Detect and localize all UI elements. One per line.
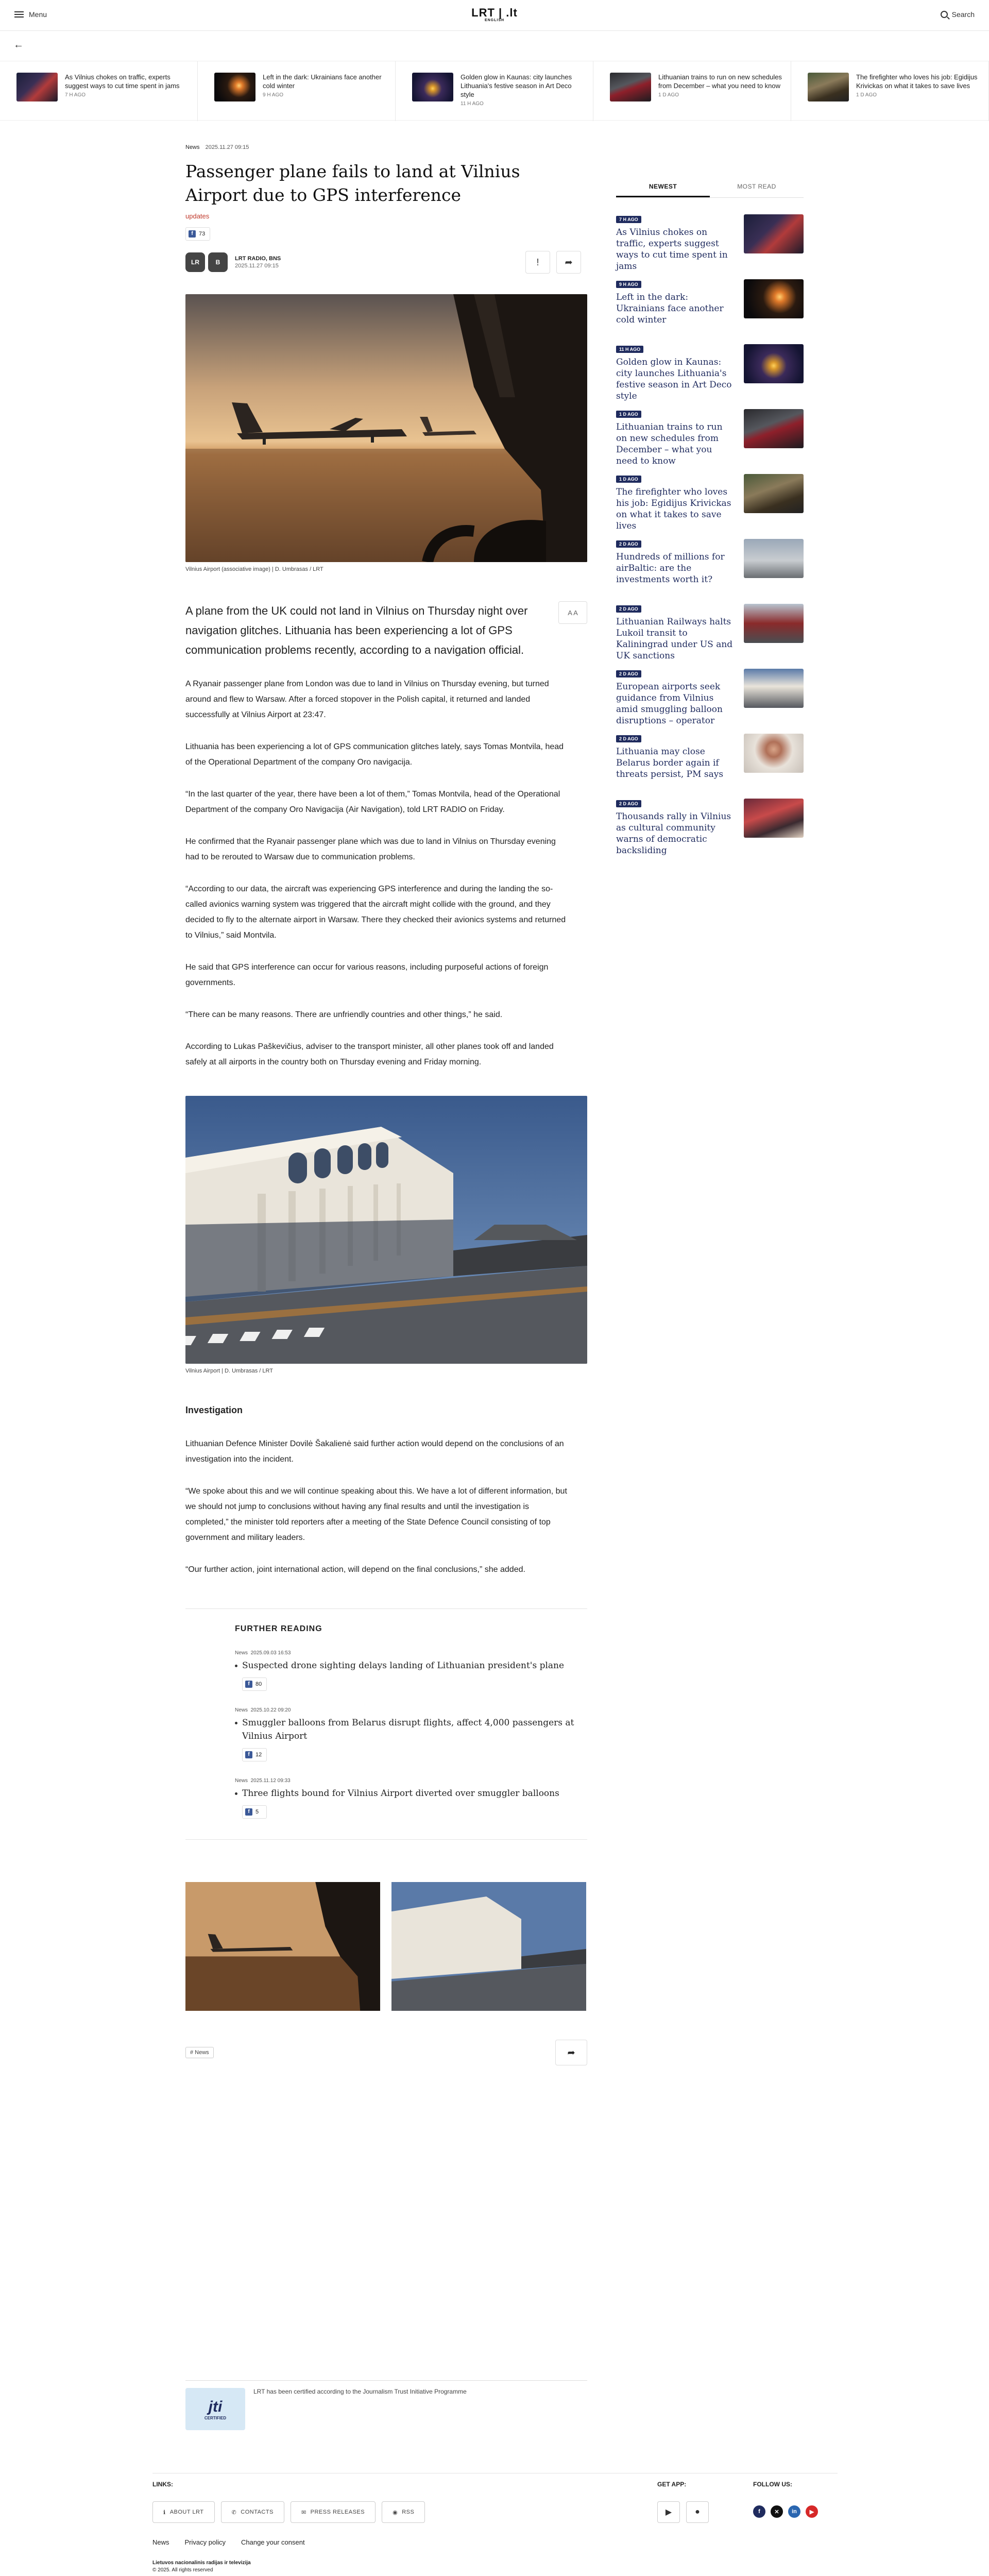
airport-image	[185, 1096, 587, 1364]
further-reading-item[interactable]	[235, 1778, 587, 1819]
privacy-policy-link[interactable]: Privacy policy	[184, 2538, 226, 2546]
sidebar-item-title[interactable]: As Vilnius chokes on traffic, experts suggest ways to cut time spent in jams	[616, 227, 728, 272]
hero-image	[185, 294, 587, 562]
author-date: 2025.11.27 09:15	[235, 263, 279, 269]
facebook-icon: f	[245, 1681, 252, 1688]
ticker-age: 11 H AGO	[461, 101, 484, 107]
fr-title[interactable]: Suspected drone sighting delays landing of Lithuanian president's plane	[235, 1659, 587, 1672]
rss-icon: ◉	[393, 2509, 398, 2516]
sidebar-item[interactable]	[616, 344, 804, 401]
google-play-button[interactable]	[657, 2501, 680, 2523]
sidebar-thumb	[744, 799, 804, 838]
jti-logo-text: jti	[208, 2398, 223, 2415]
news-link[interactable]: News	[152, 2538, 169, 2546]
author-avatar[interactable]: LR	[185, 252, 205, 272]
age-badge: 2 D AGO	[616, 735, 641, 742]
further-reading-item[interactable]	[235, 1650, 587, 1691]
age-badge: 1 D AGO	[616, 476, 641, 483]
get-app	[657, 2481, 709, 2523]
sidebar-item-title[interactable]: Thousands rally in Vilnius as cultural community warns of democratic backsliding	[616, 811, 731, 856]
article-title: Passenger plane fails to land at Vilnius Airport due to GPS interference	[185, 161, 520, 205]
sidebar-item[interactable]	[616, 799, 804, 856]
lead-text: A plane from the UK could not land in Vilnius on Thursday night over navigation glitches. Lithuania has been experiencing a lot of GPS communication problems recently, according to a navigation official.	[185, 604, 528, 656]
jti-text: LRT has been certified according to the Journalism Trust Initiative Programme	[253, 2388, 467, 2395]
fb-count: 73	[199, 231, 206, 237]
article	[185, 144, 587, 2065]
ticker-title: As Vilnius chokes on traffic, experts suggest ways to cut time spent in jams	[65, 73, 180, 90]
org-name: Lietuvos nacionalinis radijas ir televizija	[152, 2560, 251, 2566]
jti-certification	[185, 2380, 587, 2430]
follow-us	[753, 2481, 818, 2518]
paragraph: He confirmed that the Ryanair passenger plane which was due to land in Vilnius on Thursday evening had to be rerouted to Warsaw due to communication problems.	[185, 837, 556, 861]
jti-logo-sub: CERTIFIED	[204, 2415, 227, 2420]
sidebar-thumb	[744, 474, 804, 513]
article-lead	[185, 601, 587, 660]
sidebar-item[interactable]	[616, 669, 804, 726]
share-arrow-icon: ➦	[567, 2047, 575, 2058]
ticker-thumb-firefighter	[808, 73, 849, 101]
copyright-text: © 2025. All rights reserved	[152, 2567, 213, 2573]
info-icon: ℹ	[163, 2509, 166, 2516]
paragraph: He said that GPS interference can occur for various reasons, including purposeful actions of foreign governments.	[185, 963, 549, 987]
ticker-item[interactable]	[791, 61, 989, 121]
further-reading-item[interactable]	[235, 1707, 587, 1761]
sidebar-thumb	[744, 734, 804, 773]
ticker-age: 1 D AGO	[856, 92, 877, 98]
sidebar-item-title[interactable]: Left in the dark: Ukrainians face another cold winter	[616, 292, 724, 325]
further-reading	[185, 1608, 587, 1840]
facebook-share-count[interactable]: f 5	[242, 1805, 267, 1819]
ticker-age: 9 H AGO	[263, 92, 284, 98]
sidebar-thumb	[744, 669, 804, 708]
sidebar-item[interactable]	[616, 539, 804, 587]
facebook-share-count[interactable]: f 12	[242, 1748, 267, 1761]
sidebar-tabs	[616, 175, 804, 198]
x-twitter-icon[interactable]: ✕	[771, 2505, 783, 2518]
paragraph: Lithuania has been experiencing a lot of GPS communication glitches lately, says Tomas Montvila, head of the Operational Department of the company Oro navigacija.	[185, 742, 564, 767]
sidebar-thumb	[744, 279, 804, 318]
age-badge: 2 D AGO	[616, 605, 641, 613]
age-badge: 2 D AGO	[616, 670, 641, 677]
author-avatar[interactable]: B	[208, 252, 228, 272]
search-label: Search	[951, 10, 975, 19]
sidebar-thumb	[744, 344, 804, 383]
age-badge: 11 H AGO	[616, 346, 643, 353]
sidebar-item-title[interactable]: Hundreds of millions for airBaltic: are the investments worth it?	[616, 552, 725, 585]
jti-logo[interactable]	[185, 2388, 245, 2430]
phone-icon: ✆	[231, 2509, 237, 2516]
search-button[interactable]	[941, 10, 975, 19]
ticker-age: 1 D AGO	[658, 92, 679, 98]
image-caption: Vilnius Airport | D. Umbrasas / LRT	[185, 1368, 273, 1374]
ticker-item[interactable]	[0, 61, 198, 121]
search-icon	[941, 11, 948, 18]
age-badge: 9 H AGO	[616, 281, 641, 288]
news-tag[interactable]: # News	[185, 2047, 214, 2058]
menu-label: Menu	[29, 10, 47, 19]
site-footer	[152, 2473, 838, 2574]
exclamation-icon: !	[536, 257, 539, 267]
logo-text: LRT | .lt	[471, 6, 518, 19]
google-play-icon: ▶	[665, 2508, 672, 2517]
change-consent-link[interactable]: Change your consent	[241, 2538, 305, 2546]
get-app-label: GET APP:	[657, 2481, 687, 2488]
fr-meta: News 2025.10.22 09:20	[235, 1707, 291, 1713]
facebook-icon: f	[245, 1751, 252, 1758]
links-label: LINKS:	[152, 2481, 173, 2488]
sidebar-newest	[616, 175, 804, 856]
report-button[interactable]	[525, 251, 550, 274]
sidebar-item-title[interactable]: European airports seek guidance from Vilnius amid smuggling balloon disruptions – operator	[616, 682, 723, 726]
paragraph: “We spoke about this and we will continue speaking about this. We have a lot of different information, but we should not jump to conclusions without having any final results and until the investigation is completed,” the minister told reporters after a meeting of the State Defence Council consisting of top government and military leaders.	[185, 1487, 567, 1542]
paragraph: “There can be many reasons. There are unfriendly countries and other things,” he said.	[185, 1010, 503, 1019]
sidebar-item-title[interactable]: The firefighter who loves his job: Egidijus Krivickas on what it takes to save lives	[616, 487, 731, 531]
share-arrow-icon: ➦	[565, 257, 573, 267]
press-releases-link[interactable]: ✉ PRESS RELEASES	[291, 2501, 376, 2523]
paragraph: “In the last quarter of the year, there have been a lot of them,” Tomas Montvila, head of the Operational Department of the company Oro Navigacija (Air Navigation), told LRT RADIO on Friday.	[185, 790, 560, 814]
share-button[interactable]	[555, 2040, 587, 2065]
lrt-logo[interactable]	[466, 6, 523, 27]
ticker-title: Left in the dark: Ukrainians face another cold winter	[263, 73, 382, 90]
rss-link[interactable]: ◉ RSS	[382, 2501, 425, 2523]
sidebar-thumb	[744, 539, 804, 578]
menu-button[interactable]	[14, 10, 47, 19]
author-name: LRT RADIO, BNS	[235, 256, 281, 262]
back-arrow-icon[interactable]: ←	[13, 39, 24, 50]
gallery-thumb-airport[interactable]	[391, 1882, 586, 2011]
megaphone-icon: ✉	[301, 2509, 306, 2516]
apple-icon: ●	[695, 2507, 700, 2516]
airport-thumb-image	[391, 1882, 586, 2011]
paragraph: Lithuanian Defence Minister Dovilė Šakalienė said further action would depend on the conclusions of an investigation into the incident.	[185, 1439, 564, 1464]
sidebar-item[interactable]	[616, 279, 804, 328]
age-badge: 2 D AGO	[616, 800, 641, 807]
sidebar-item[interactable]	[616, 734, 804, 782]
paragraph: “Our further action, joint international action, will depend on the final conclusions,” she added.	[185, 1565, 525, 1574]
updates-label: updates	[185, 212, 210, 220]
vilnius-airport-building-image	[185, 1096, 587, 1364]
fr-meta: News 2025.11.12 09:33	[235, 1778, 291, 1784]
share-button[interactable]	[556, 251, 581, 274]
fr-meta: News 2025.09.03 16:53	[235, 1650, 291, 1656]
tab-newest[interactable]: NEWEST	[616, 175, 710, 197]
sidebar-item-title[interactable]: Lithuania may close Belarus border again if threats persist, PM says	[616, 747, 724, 779]
hamburger-icon	[14, 11, 24, 18]
article-footer	[185, 2040, 587, 2065]
contacts-link[interactable]: ✆ CONTACTS	[221, 2501, 284, 2523]
ticker-title: Golden glow in Kaunas: city launches Lithuania's festive season in Art Deco style	[461, 73, 572, 98]
ticker-thumb-dark	[214, 73, 255, 101]
author-block	[185, 251, 587, 274]
footer-links	[152, 2501, 838, 2523]
copyright	[152, 2560, 838, 2574]
paragraph: According to Lukas Paškevičius, adviser to the transport minister, all other planes took off and landed safely at all airports in the country both on Thursday evening and Friday morning.	[185, 1042, 554, 1066]
ticker-item[interactable]	[593, 61, 791, 121]
facebook-share-count[interactable]: f 80	[242, 1677, 267, 1691]
font-size-button[interactable]: A A	[558, 601, 587, 624]
linkedin-icon[interactable]: in	[788, 2505, 800, 2518]
facebook-icon[interactable]: f	[753, 2505, 765, 2518]
ticker-age: 7 H AGO	[65, 92, 86, 98]
article-date: 2025.11.27 09:15	[205, 144, 249, 150]
age-badge: 1 D AGO	[616, 411, 641, 418]
ticker-thumb-traffic	[16, 73, 58, 101]
ticker-thumb-train	[610, 73, 651, 101]
news-ticker	[0, 61, 989, 121]
image-caption: Vilnius Airport (associative image) | D. Umbrasas / LRT	[185, 566, 323, 572]
ticker-title: Lithuanian trains to run on new schedules from December – what you need to know	[658, 73, 782, 90]
sidebar-item[interactable]	[616, 604, 804, 661]
plane-at-sunset-image	[185, 294, 587, 562]
facebook-icon: f	[245, 1808, 252, 1816]
age-badge: 7 H AGO	[616, 216, 641, 223]
ticker-title: The firefighter who loves his job: Egidijus Krivickas on what it takes to save lives	[856, 73, 978, 90]
sidebar-item-title[interactable]: Lithuanian trains to run on new schedules from December – what you need to know	[616, 422, 723, 466]
facebook-icon: f	[189, 230, 196, 238]
footer-bottom-links	[152, 2538, 838, 2546]
ticker-item[interactable]	[198, 61, 396, 121]
tab-most-read[interactable]: MOST READ	[737, 183, 776, 190]
image-gallery	[185, 1882, 587, 2011]
article-section[interactable]: News	[185, 144, 200, 150]
fr-title[interactable]: Three flights bound for Vilnius Airport diverted over smuggler balloons	[235, 1787, 587, 1800]
author-info	[235, 255, 281, 269]
paragraph: “According to our data, the aircraft was experiencing GPS interference and during the landing the so-called avionics warning system was triggered that the aircraft might collide with the ground, and they decided to fly to the alternate airport in Warsaw. There they checked their avionics systems and returned to Vilnius,” said Montvila.	[185, 885, 566, 940]
ticker-thumb-kaunas	[412, 73, 453, 101]
sidebar-thumb	[744, 604, 804, 643]
app-store-button[interactable]	[686, 2501, 709, 2523]
sidebar-item-title[interactable]: Lithuanian Railways halts Lukoil transit to Kaliningrad under US and UK sanctions	[616, 617, 733, 661]
site-header	[0, 0, 989, 31]
youtube-icon[interactable]: ▶	[806, 2505, 818, 2518]
logo-sub: ENGLISH	[484, 19, 505, 22]
paragraph: A Ryanair passenger plane from London was due to land in Vilnius on Thursday evening, but turned around and flew to Warsaw. After a forced stopover in the Polish capital, it returned and landed successfully at Vilnius Airport at 23:47.	[185, 680, 549, 719]
sidebar-item[interactable]	[616, 474, 804, 531]
follow-label: FOLLOW US:	[753, 2481, 792, 2488]
article-meta	[185, 144, 587, 150]
plane-thumb-image	[185, 1882, 380, 2011]
about-lrt-link[interactable]: ℹ ABOUT LRT	[152, 2501, 215, 2523]
sidebar-item[interactable]	[616, 214, 804, 272]
further-reading-heading: FURTHER READING	[235, 1624, 322, 1633]
sidebar-item[interactable]	[616, 409, 804, 466]
section-heading: Investigation	[185, 1405, 243, 1415]
sidebar-thumb	[744, 409, 804, 448]
age-badge: 2 D AGO	[616, 540, 641, 548]
fr-title[interactable]: Smuggler balloons from Belarus disrupt flights, affect 4,000 passengers at Vilnius Airport	[235, 1716, 587, 1743]
ticker-item[interactable]	[396, 61, 593, 121]
sidebar-item-title[interactable]: Golden glow in Kaunas: city launches Lithuania's festive season in Art Deco style	[616, 357, 732, 401]
facebook-share-count[interactable]	[185, 227, 210, 241]
gallery-thumb-plane[interactable]	[185, 1882, 380, 2011]
sidebar-thumb	[744, 214, 804, 253]
